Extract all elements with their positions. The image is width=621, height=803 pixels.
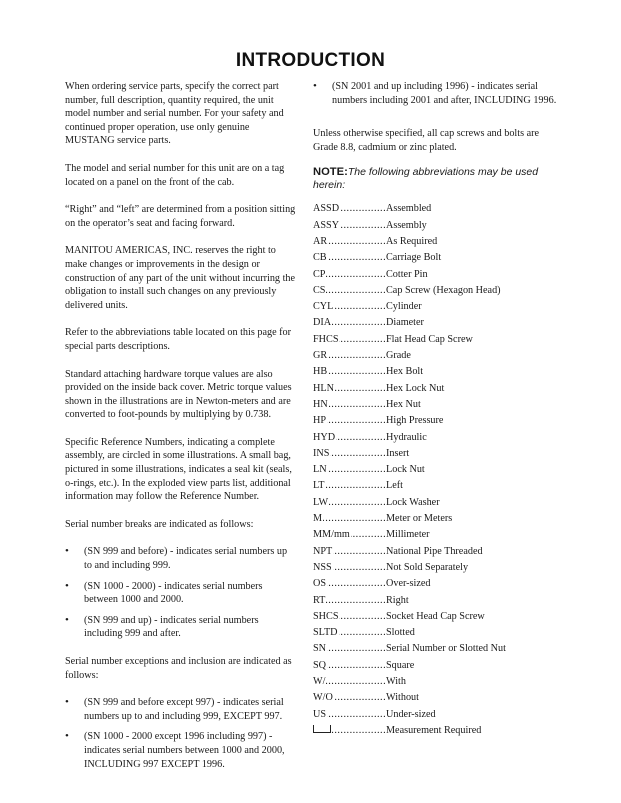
abbreviation-code: LT (313, 480, 325, 492)
abbreviation-row (313, 512, 558, 528)
abbreviation-code: GR (313, 350, 328, 362)
abbreviation-row (313, 333, 558, 349)
left-column (65, 80, 297, 785)
note-text: The following abbreviations may be used herein: (313, 166, 539, 192)
abbreviation-meaning: Left (386, 480, 403, 492)
abbreviation-meaning: Carriage Bolt (386, 252, 442, 264)
list-item: • (SN 999 and before) - indicates serial numbers up to and including 999. (65, 545, 297, 572)
abbreviation-code: LW (313, 496, 329, 508)
abbreviation-row (313, 594, 558, 610)
abbreviation-key (313, 545, 386, 559)
abbreviation-key (313, 268, 386, 282)
abbreviation-code: NPT (313, 545, 333, 557)
abbreviation-row (313, 202, 558, 218)
abbreviation-key (313, 235, 386, 249)
abbreviation-key (313, 333, 386, 347)
abbreviation-key (313, 219, 386, 233)
list-item: • (SN 1000 - 2000) - indicates serial numbers between 1000 and 2000. (65, 580, 297, 607)
cap-screw-note: Unless otherwise specified, all cap screws and bolts are Grade 8.8, cadmium or zinc plated. (313, 128, 540, 153)
abbreviation-row (313, 349, 558, 365)
abbreviation-code: ASSD (313, 203, 340, 215)
abbreviation-row (313, 316, 558, 332)
reference-numbers-paragraph: Specific Reference Numbers, indicating a complete assembly, are circled in some illustrations. A small bag, pictured in some illustrations, indicates a seal kit (seals, o-rings, etc.). In the exploded view parts list, additional information may follow the Reference Number. (65, 436, 292, 503)
abbreviations-ref-paragraph: Refer to the abbreviations table located on this page for special parts descriptions. (65, 327, 292, 352)
abbreviation-row (313, 626, 558, 642)
abbreviation-meaning: Hex Bolt (386, 366, 424, 378)
abbreviation-code: FHCS (313, 333, 339, 345)
abbreviation-row (313, 496, 558, 512)
page-title: INTRODUCTION (235, 50, 386, 71)
abbreviations-table (313, 202, 558, 724)
abbreviation-key (313, 414, 386, 428)
abbreviation-row (313, 463, 558, 479)
abbreviation-meaning: Millimeter (386, 529, 430, 541)
abbreviation-key (313, 202, 386, 216)
serial-tag-paragraph: The model and serial number for this unit are on a tag located on a panel on the front of the cab. (65, 162, 285, 188)
abbreviation-row (313, 675, 558, 691)
abbreviation-row (313, 219, 558, 235)
abbreviation-key (313, 724, 386, 738)
abbreviation-row (313, 414, 558, 430)
abbreviation-key (313, 691, 386, 705)
right-column (313, 80, 558, 740)
abbreviation-key (313, 708, 386, 722)
serial-breaks-list (65, 545, 297, 641)
abbreviation-meaning: Flat Head Cap Screw (386, 333, 473, 345)
abbreviation-code: HB (313, 366, 328, 378)
abbreviation-meaning: Insert (386, 447, 410, 459)
list-item: • (SN 2001 and up including 1996) - indicates serial numbers including 2001 and after, INCLUDING 1996. (313, 80, 558, 107)
abbreviation-meaning: National Pipe Threaded (386, 545, 483, 557)
abbreviation-row (313, 659, 558, 675)
abbreviation-row (313, 642, 558, 658)
abbreviation-meaning: Under-sized (386, 708, 436, 720)
abbreviation-key (313, 594, 386, 608)
serial-breaks-intro: Serial number breaks are indicated as follows: (65, 518, 254, 530)
abbreviation-key (313, 496, 386, 510)
abbreviation-code: SHCS (313, 610, 339, 622)
abbreviation-code: HN (313, 398, 328, 410)
ruler-icon (313, 725, 331, 733)
exceptions-list (65, 696, 297, 771)
abbreviation-code: HYD (313, 431, 336, 443)
abbreviation-row (313, 528, 558, 544)
right-left-paragraph: “Right” and “left” are determined from a position sitting on the operator’s seat and facing forward. (65, 204, 296, 229)
abbreviation-code: DIA (313, 317, 332, 329)
abbreviation-code: AR (313, 235, 328, 247)
abbreviation-code: HP (313, 415, 327, 427)
abbreviation-row (313, 398, 558, 414)
abbreviation-key (313, 463, 386, 477)
abbreviation-meaning: Grade (386, 350, 411, 362)
abbreviation-key (313, 528, 386, 542)
abbreviation-row (313, 447, 558, 463)
abbreviation-key (313, 626, 386, 640)
abbreviation-meaning: Lock Nut (386, 464, 425, 476)
abbreviation-meaning: Cap Screw (Hexagon Head) (386, 284, 501, 296)
abbreviation-code: CB (313, 252, 327, 264)
abbreviation-code: CYL (313, 301, 334, 313)
abbreviation-key (313, 349, 386, 363)
abbreviation-code: ASSY (313, 219, 340, 231)
abbreviation-key (313, 251, 386, 265)
abbreviation-meaning: Serial Number or Slotted Nut (386, 643, 506, 655)
abbreviation-row (313, 382, 558, 398)
list-item: • (SN 1000 - 2000 except 1996 including 997) - indicates serial numbers between 1000 and 2000, INCLUDING 997 EXCEPT 1996. (65, 730, 297, 771)
list-item: • (SN 999 and up) - indicates serial numbers including 999 and after. (65, 614, 297, 641)
abbreviation-key (313, 479, 386, 493)
abbreviation-code: SLTD (313, 627, 338, 639)
abbreviation-key (313, 284, 386, 298)
abbreviation-meaning: Without (386, 692, 419, 704)
abbreviation-key (313, 382, 386, 396)
abbreviation-row (313, 545, 558, 561)
abbreviation-row (313, 251, 558, 267)
abbreviation-row (313, 610, 558, 626)
abbreviation-row (313, 691, 558, 707)
abbreviation-key (313, 675, 386, 689)
changes-paragraph: MANITOU AMERICAS, INC. reserves the right to make changes or improvements in the design or construction of any part of the unit without incurring the obligation to install such changes on any previously delivered units. (65, 245, 296, 311)
abbreviation-key (313, 431, 386, 445)
note-label: NOTE: (313, 166, 348, 179)
abbreviation-code: CS (313, 284, 326, 296)
abbreviation-meaning: Socket Head Cap Screw (386, 610, 485, 622)
torque-paragraph: Standard attaching hardware torque values are also provided on the inside back cover. Metric torque values shown in the illustrations are in Newton-meters and are converted to foot-pounds by multiplying by 0.738. (65, 368, 292, 421)
abbreviation-key (313, 610, 386, 624)
abbreviation-code: NSS (313, 561, 332, 573)
abbreviation-row (313, 708, 558, 724)
abbreviation-meaning: Assembly (386, 219, 427, 231)
abbreviation-key (313, 447, 386, 461)
abbreviation-code: HLN (313, 382, 334, 394)
abbreviation-code: M (313, 513, 323, 525)
abbreviation-key (313, 642, 386, 656)
abbreviation-code: LN (313, 464, 327, 476)
abbreviation-key (313, 300, 386, 314)
abbreviation-meaning: Cylinder (386, 301, 422, 313)
serial-exceptions-continued (313, 80, 558, 107)
abbreviation-meaning: Meter or Meters (386, 513, 453, 525)
abbreviation-code: INS (313, 447, 330, 459)
abbreviation-code: SQ (313, 659, 327, 671)
abbreviation-code: W/ (313, 675, 326, 687)
abbreviation-key (313, 365, 386, 379)
abbreviation-code: OS (313, 578, 327, 590)
abbreviation-meaning: High Pressure (386, 415, 444, 427)
abbreviation-code: SN (313, 643, 327, 655)
abbreviation-meaning: Cotter Pin (386, 268, 428, 280)
abbreviation-code: W/O (313, 692, 333, 704)
abbreviation-meaning: As Required (386, 235, 438, 247)
abbreviation-key (313, 561, 386, 575)
abbreviation-code: US (313, 708, 327, 720)
abbreviation-code: RT (313, 594, 326, 606)
abbreviation-row (313, 431, 558, 447)
exceptions-intro: Serial number exceptions and inclusion are indicated as follows: (65, 656, 292, 681)
abbreviation-row (313, 365, 558, 381)
abbreviation-row (313, 284, 558, 300)
abbreviation-key (313, 512, 386, 526)
abbreviation-row (313, 479, 558, 495)
abbreviation-meaning: Hydraulic (386, 431, 427, 443)
abbreviation-key (313, 398, 386, 412)
abbreviation-key (313, 316, 386, 330)
abbreviation-meaning: Right (386, 594, 409, 606)
list-item: • (SN 999 and before except 997) - indicates serial numbers up to and including 999, EXCEPT 997. (65, 696, 297, 723)
abbreviation-meaning: Diameter (386, 317, 424, 329)
abbreviations-note (313, 166, 558, 192)
abbreviation-code: MM/mm (313, 529, 350, 541)
abbreviation-code: CP (313, 268, 326, 280)
abbreviation-meaning: Assembled (386, 203, 432, 215)
abbreviation-row-measurement (313, 724, 558, 740)
abbreviation-meaning: Lock Washer (386, 496, 440, 508)
abbreviation-row (313, 577, 558, 593)
abbreviation-key (313, 659, 386, 673)
abbreviation-key (313, 577, 386, 591)
abbreviation-meaning: Measurement Required (386, 724, 482, 736)
abbreviation-row (313, 300, 558, 316)
abbreviation-meaning: Square (386, 659, 415, 671)
abbreviation-meaning: Hex Nut (386, 398, 421, 410)
abbreviation-meaning: Hex Lock Nut (386, 382, 445, 394)
ordering-paragraph: When ordering service parts, specify the correct part number, full description, quantity required, the unit model number and serial number. For your safety and continued proper operation, use only genuine MUSTANG service parts. (65, 81, 284, 147)
abbreviation-row (313, 561, 558, 577)
abbreviation-meaning: Slotted (386, 627, 415, 639)
abbreviation-meaning: Over-sized (386, 578, 431, 590)
abbreviation-row (313, 235, 558, 251)
abbreviation-row (313, 268, 558, 284)
abbreviation-meaning: With (386, 675, 406, 687)
abbreviation-meaning: Not Sold Separately (386, 561, 469, 573)
